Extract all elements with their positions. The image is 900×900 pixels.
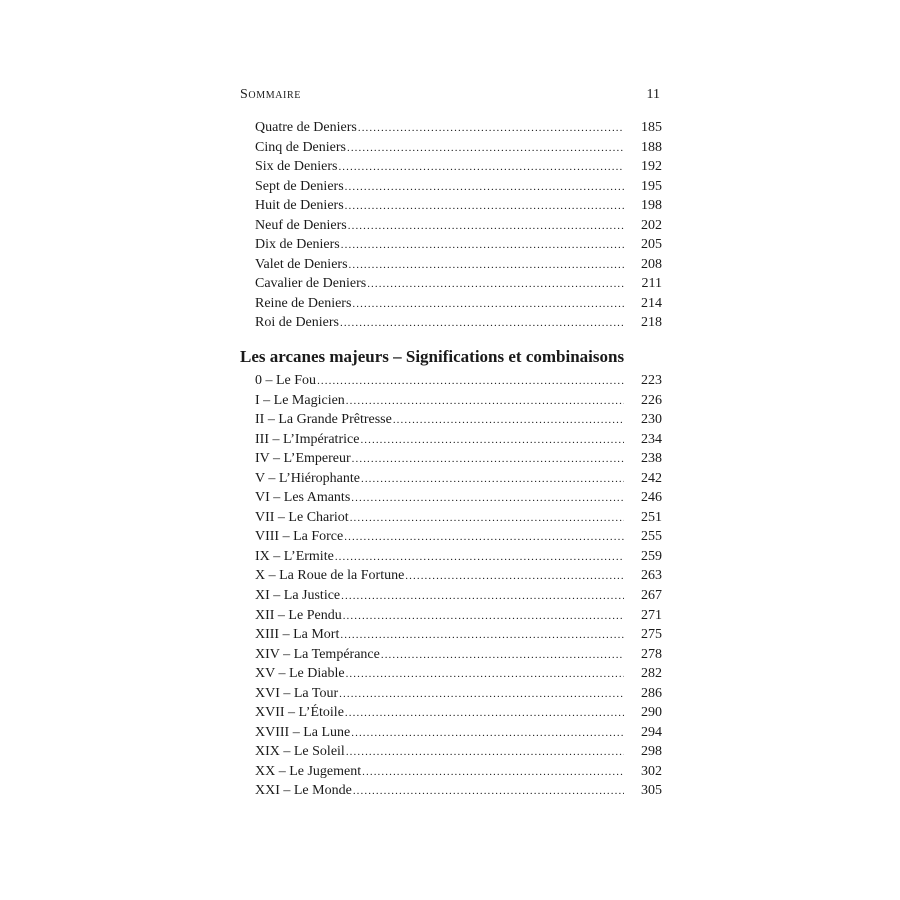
toc-entry xyxy=(255,410,662,430)
dot-leader xyxy=(317,372,624,392)
entry-page-number: 263 xyxy=(641,568,662,584)
toc-entry xyxy=(255,664,662,684)
entry-title: XV – Le Diable xyxy=(255,666,345,682)
dot-leader xyxy=(338,158,624,178)
entry-page-number: 246 xyxy=(641,490,662,506)
toc-entry xyxy=(255,274,662,294)
entry-page-number: 305 xyxy=(641,783,662,799)
dot-leader xyxy=(341,587,624,607)
dot-leader xyxy=(343,607,624,627)
entry-title: XX – Le Jugement xyxy=(255,763,362,779)
toc-entry xyxy=(255,118,662,138)
entry-page-number: 230 xyxy=(641,412,662,428)
toc-entry xyxy=(255,781,662,801)
entry-page-number: 294 xyxy=(641,724,662,740)
entry-title: VI – Les Amants xyxy=(255,490,351,506)
dot-leader xyxy=(393,411,624,431)
entry-page-number: 188 xyxy=(641,139,662,155)
toc-entry xyxy=(255,645,662,665)
dot-leader xyxy=(346,743,624,763)
entry-page-number: 202 xyxy=(641,217,662,233)
entry-page-number: 282 xyxy=(641,666,662,682)
entry-title: XXI – Le Monde xyxy=(255,783,352,799)
dot-leader xyxy=(349,256,624,276)
entry-title: IV – L’Empereur xyxy=(255,451,351,467)
entry-title: Huit de Deniers xyxy=(255,198,344,214)
entry-title: XII – Le Pendu xyxy=(255,607,342,623)
dot-leader xyxy=(340,314,624,334)
entry-title: V – L’Hiérophante xyxy=(255,470,360,486)
entry-title: XIX – Le Soleil xyxy=(255,744,345,760)
toc-entry xyxy=(255,508,662,528)
dot-leader xyxy=(405,567,624,587)
toc-entry xyxy=(255,138,662,158)
dot-leader xyxy=(340,626,624,646)
entry-title: XVII – L’Étoile xyxy=(255,705,344,721)
entry-page-number: 208 xyxy=(641,256,662,272)
entry-page-number: 267 xyxy=(641,588,662,604)
entry-page-number: 251 xyxy=(641,509,662,525)
entry-title: X – La Roue de la Fortune xyxy=(255,568,405,584)
entry-title: Cinq de Deniers xyxy=(255,139,346,155)
entry-page-number: 223 xyxy=(641,373,662,388)
toc-entry xyxy=(255,157,662,177)
dot-leader xyxy=(352,450,624,470)
toc-entry xyxy=(255,566,662,586)
toc-entry xyxy=(255,703,662,723)
entry-page-number: 255 xyxy=(641,529,662,545)
entry-page-number: 286 xyxy=(641,685,662,701)
entry-page-number: 198 xyxy=(641,198,662,214)
entry-title: XIV – La Tempérance xyxy=(255,646,380,662)
toc-entry xyxy=(255,294,662,314)
dot-leader xyxy=(360,431,624,451)
toc-entry xyxy=(255,586,662,606)
entry-title: Neuf de Deniers xyxy=(255,217,347,233)
entry-title: IX – L’Ermite xyxy=(255,548,334,564)
toc-entry xyxy=(255,196,662,216)
entry-page-number: 298 xyxy=(641,744,662,760)
running-title: Sommaire xyxy=(240,87,301,102)
entry-title: VII – Le Chariot xyxy=(255,509,349,525)
dot-leader xyxy=(361,470,624,490)
dot-leader xyxy=(345,704,624,724)
entry-page-number: 234 xyxy=(641,431,662,447)
dot-leader xyxy=(367,275,624,295)
entry-page-number: 185 xyxy=(641,120,662,135)
entry-page-number: 242 xyxy=(641,470,662,486)
entry-title: III – L’Impératrice xyxy=(255,431,360,447)
entry-title: Cavalier de Deniers xyxy=(255,276,367,292)
dot-leader xyxy=(353,782,624,802)
dot-leader xyxy=(341,236,624,256)
dot-leader xyxy=(348,217,624,237)
toc-entry xyxy=(255,449,662,469)
toc-list-arcanes xyxy=(255,371,662,801)
entry-title: XI – La Justice xyxy=(255,588,341,604)
toc-entry xyxy=(255,606,662,626)
entry-title: 0 – Le Fou xyxy=(255,373,317,388)
toc-entry xyxy=(255,391,662,411)
entry-title: XVI – La Tour xyxy=(255,685,339,701)
entry-page-number: 218 xyxy=(641,315,662,331)
toc-entry xyxy=(255,177,662,197)
dot-leader xyxy=(358,119,624,139)
entry-title: Reine de Deniers xyxy=(255,295,352,311)
dot-leader xyxy=(345,197,624,217)
entry-title: XVIII – La Lune xyxy=(255,724,351,740)
dot-leader xyxy=(346,392,624,412)
dot-leader xyxy=(335,548,624,568)
dot-leader xyxy=(351,724,624,744)
dot-leader xyxy=(362,763,624,783)
entry-page-number: 192 xyxy=(641,159,662,175)
entry-page-number: 290 xyxy=(641,705,662,721)
toc-entry xyxy=(255,547,662,567)
entry-page-number: 205 xyxy=(641,237,662,253)
toc-entry xyxy=(255,235,662,255)
toc-entry xyxy=(255,430,662,450)
entry-page-number: 226 xyxy=(641,392,662,408)
dot-leader xyxy=(346,665,624,685)
toc-entry xyxy=(255,488,662,508)
entry-title: Roi de Deniers xyxy=(255,315,339,331)
dot-leader xyxy=(344,528,624,548)
entry-title: Dix de Deniers xyxy=(255,237,340,253)
entry-title: Valet de Deniers xyxy=(255,256,348,272)
dot-leader xyxy=(339,685,624,705)
entry-title: II – La Grande Prêtresse xyxy=(255,412,392,428)
dot-leader xyxy=(345,178,624,198)
running-head xyxy=(240,87,660,105)
toc-entry xyxy=(255,684,662,704)
dot-leader xyxy=(350,509,624,529)
toc-entry xyxy=(255,527,662,547)
entry-page-number: 211 xyxy=(641,276,662,292)
toc-entry xyxy=(255,742,662,762)
entry-title: Sept de Deniers xyxy=(255,178,344,194)
entry-page-number: 271 xyxy=(641,607,662,623)
toc-entry xyxy=(255,723,662,743)
page-number: 11 xyxy=(646,87,660,102)
entry-page-number: 302 xyxy=(641,763,662,779)
toc-entry xyxy=(255,313,662,333)
entry-page-number: 214 xyxy=(641,295,662,311)
entry-title: Quatre de Deniers xyxy=(255,120,357,135)
dot-leader xyxy=(352,295,624,315)
dot-leader xyxy=(347,139,624,159)
dot-leader xyxy=(351,489,624,509)
entry-page-number: 275 xyxy=(641,627,662,643)
entry-title: I – Le Magicien xyxy=(255,392,345,408)
entry-page-number: 195 xyxy=(641,178,662,194)
toc-entry xyxy=(255,255,662,275)
section-heading: Les arcanes majeurs – Significations et combinaisons xyxy=(240,347,625,366)
entry-title: XIII – La Mort xyxy=(255,627,340,643)
entry-page-number: 238 xyxy=(641,451,662,467)
toc-entry xyxy=(255,762,662,782)
entry-title: Six de Deniers xyxy=(255,159,338,175)
dot-leader xyxy=(381,646,624,666)
toc-entry xyxy=(255,469,662,489)
entry-title: VIII – La Force xyxy=(255,529,344,545)
toc-list-deniers xyxy=(255,118,662,333)
entry-page-number: 259 xyxy=(641,548,662,564)
toc-entry xyxy=(255,216,662,236)
toc-entry xyxy=(255,625,662,645)
toc-entry xyxy=(255,371,662,391)
entry-page-number: 278 xyxy=(641,646,662,662)
